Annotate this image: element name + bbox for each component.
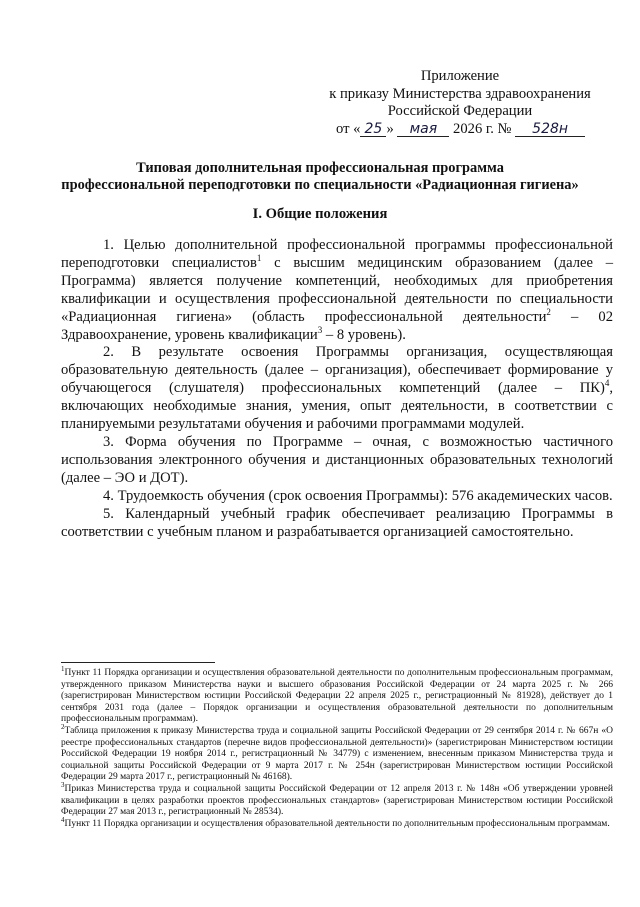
title-line-1: Типовая дополнительная профессиональная программа [136,160,504,176]
footnote-4: $^4$Пункт 11 Порядка организации и осуществления образовательной деятельности по дополнительным профессиональным программам. [61,815,610,829]
footnote-3: $^3$Приказ Министерства труда и социальной защиты Российской Федерации от 12 апреля 2013 г. № 148н «Об утверждении уровней квалификации в целях разработки проектов профессиональных стандартов» (зарегистрирован Министерством юстиции Российской Федерации 27 мая 2013 г., регистрационный № 28534). [61,780,613,818]
paragraph-5: 5. Календарный учебный график обеспечивает реализацию Программы в соответствии с учебным планом и разрабатывается организацией самостоятельно. [61,505,613,540]
paragraph-4: 4. Трудоемкость обучения (срок освоения Программы): 576 академических часов. [103,487,613,504]
footnote-ref[interactable]: 4 [604,378,610,389]
date-year: 2026 г. № [453,120,512,137]
document-title [40,160,600,194]
header-country-line: Российской Федерации [387,103,533,119]
paragraph-1: 1. Целью дополнительной профессиональной программы профессиональной переподготовки специалистов$^1$ с высшим медицинским образованием (далее – Программа) является получение компетенций, необходимых для приобретения квалификации и осуществления профессиональной деятельности по специальности «Радиационная гигиена» (область профессиональной деятельности$^2$ – 02 Здравоохранение, уровень квалификации$^3$ – 8 уровень). [61,237,613,343]
footnote-ref[interactable]: 2 [546,306,551,317]
header-appendix-label: Приложение [420,68,500,84]
footnote-mark: 1 [61,664,65,673]
document-body [61,237,613,541]
footnote-1: $^1$Пункт 11 Порядка организации и осуществления образовательной деятельности по дополнительным профессиональным программам, утвержденного приказом Министерства науки и высшего образования Российской Федерации от 24 марта 2025 г. № 266 (зарегистрирован Министерством юстиции Российской Федерации 22 апреля 2025 г., регистрационный № 81928), действует до 1 сентября 2031 года (далее – Порядок организации и осуществления образовательной деятельности по дополнительным профессиональным программам). [61,664,613,725]
footnote-mark: 2 [61,722,65,731]
title-line-2: профессиональной переподготовки по специальности «Радиационная гигиена» [61,177,579,193]
footnote-ref[interactable]: 3 [317,324,323,335]
date-prefix: от « [336,120,361,137]
paragraph-2: 2. В результате освоения Программы организация, осуществляющая образовательную деятельность (далее – организация), обеспечивает формирование у обучающегося (слушателя) профессиональных компетенций (далее – ПК)$^4$, включающих необходимые знания, умения, опыт деятельности, в соответствии с планируемыми результатами обучения и рабочими программами модулей. [61,344,613,433]
footnote-separator [61,662,215,663]
footnote-mark: 3 [61,780,65,789]
footnotes [61,664,613,830]
handwritten-day: 25 [360,122,386,137]
header-date-line [300,121,620,139]
footnote-ref[interactable]: 1 [256,253,262,264]
date-separator: » [386,120,394,137]
paragraph-3: 3. Форма обучения по Программе – очная, с возможностью частичного использования электронного обучения и дистанционных образовательных технологий (далее – ЭО и ДОТ). [61,433,613,486]
header-order-line: к приказу Министерства здравоохранения [329,85,591,102]
footnote-2: $^2$Таблица приложения к приказу Министерства труда и социальной защиты Российской Федерации от 29 сентября 2014 г. № 667н «О реестре профессиональных стандартов (перечне видов профессиональной деятельности)» (зарегистрирован Министерством юстиции Российской Федерации 19 ноября 2014 г., регистрационный № 34779) с изменением, внесенным приказом Министерства труда и социальной защиты Российской Федерации от 9 марта 2017 г. № 254н (зарегистрирован Министерством юстиции Российской Федерации 29 марта 2017 г., регистрационный № 46168). [61,722,613,783]
footnote-mark: 4 [61,815,65,824]
handwritten-month: мая [397,122,449,137]
approval-header [300,68,620,138]
section-heading: I. Общие положения [252,206,388,222]
handwritten-order-number: 528н [515,122,585,137]
